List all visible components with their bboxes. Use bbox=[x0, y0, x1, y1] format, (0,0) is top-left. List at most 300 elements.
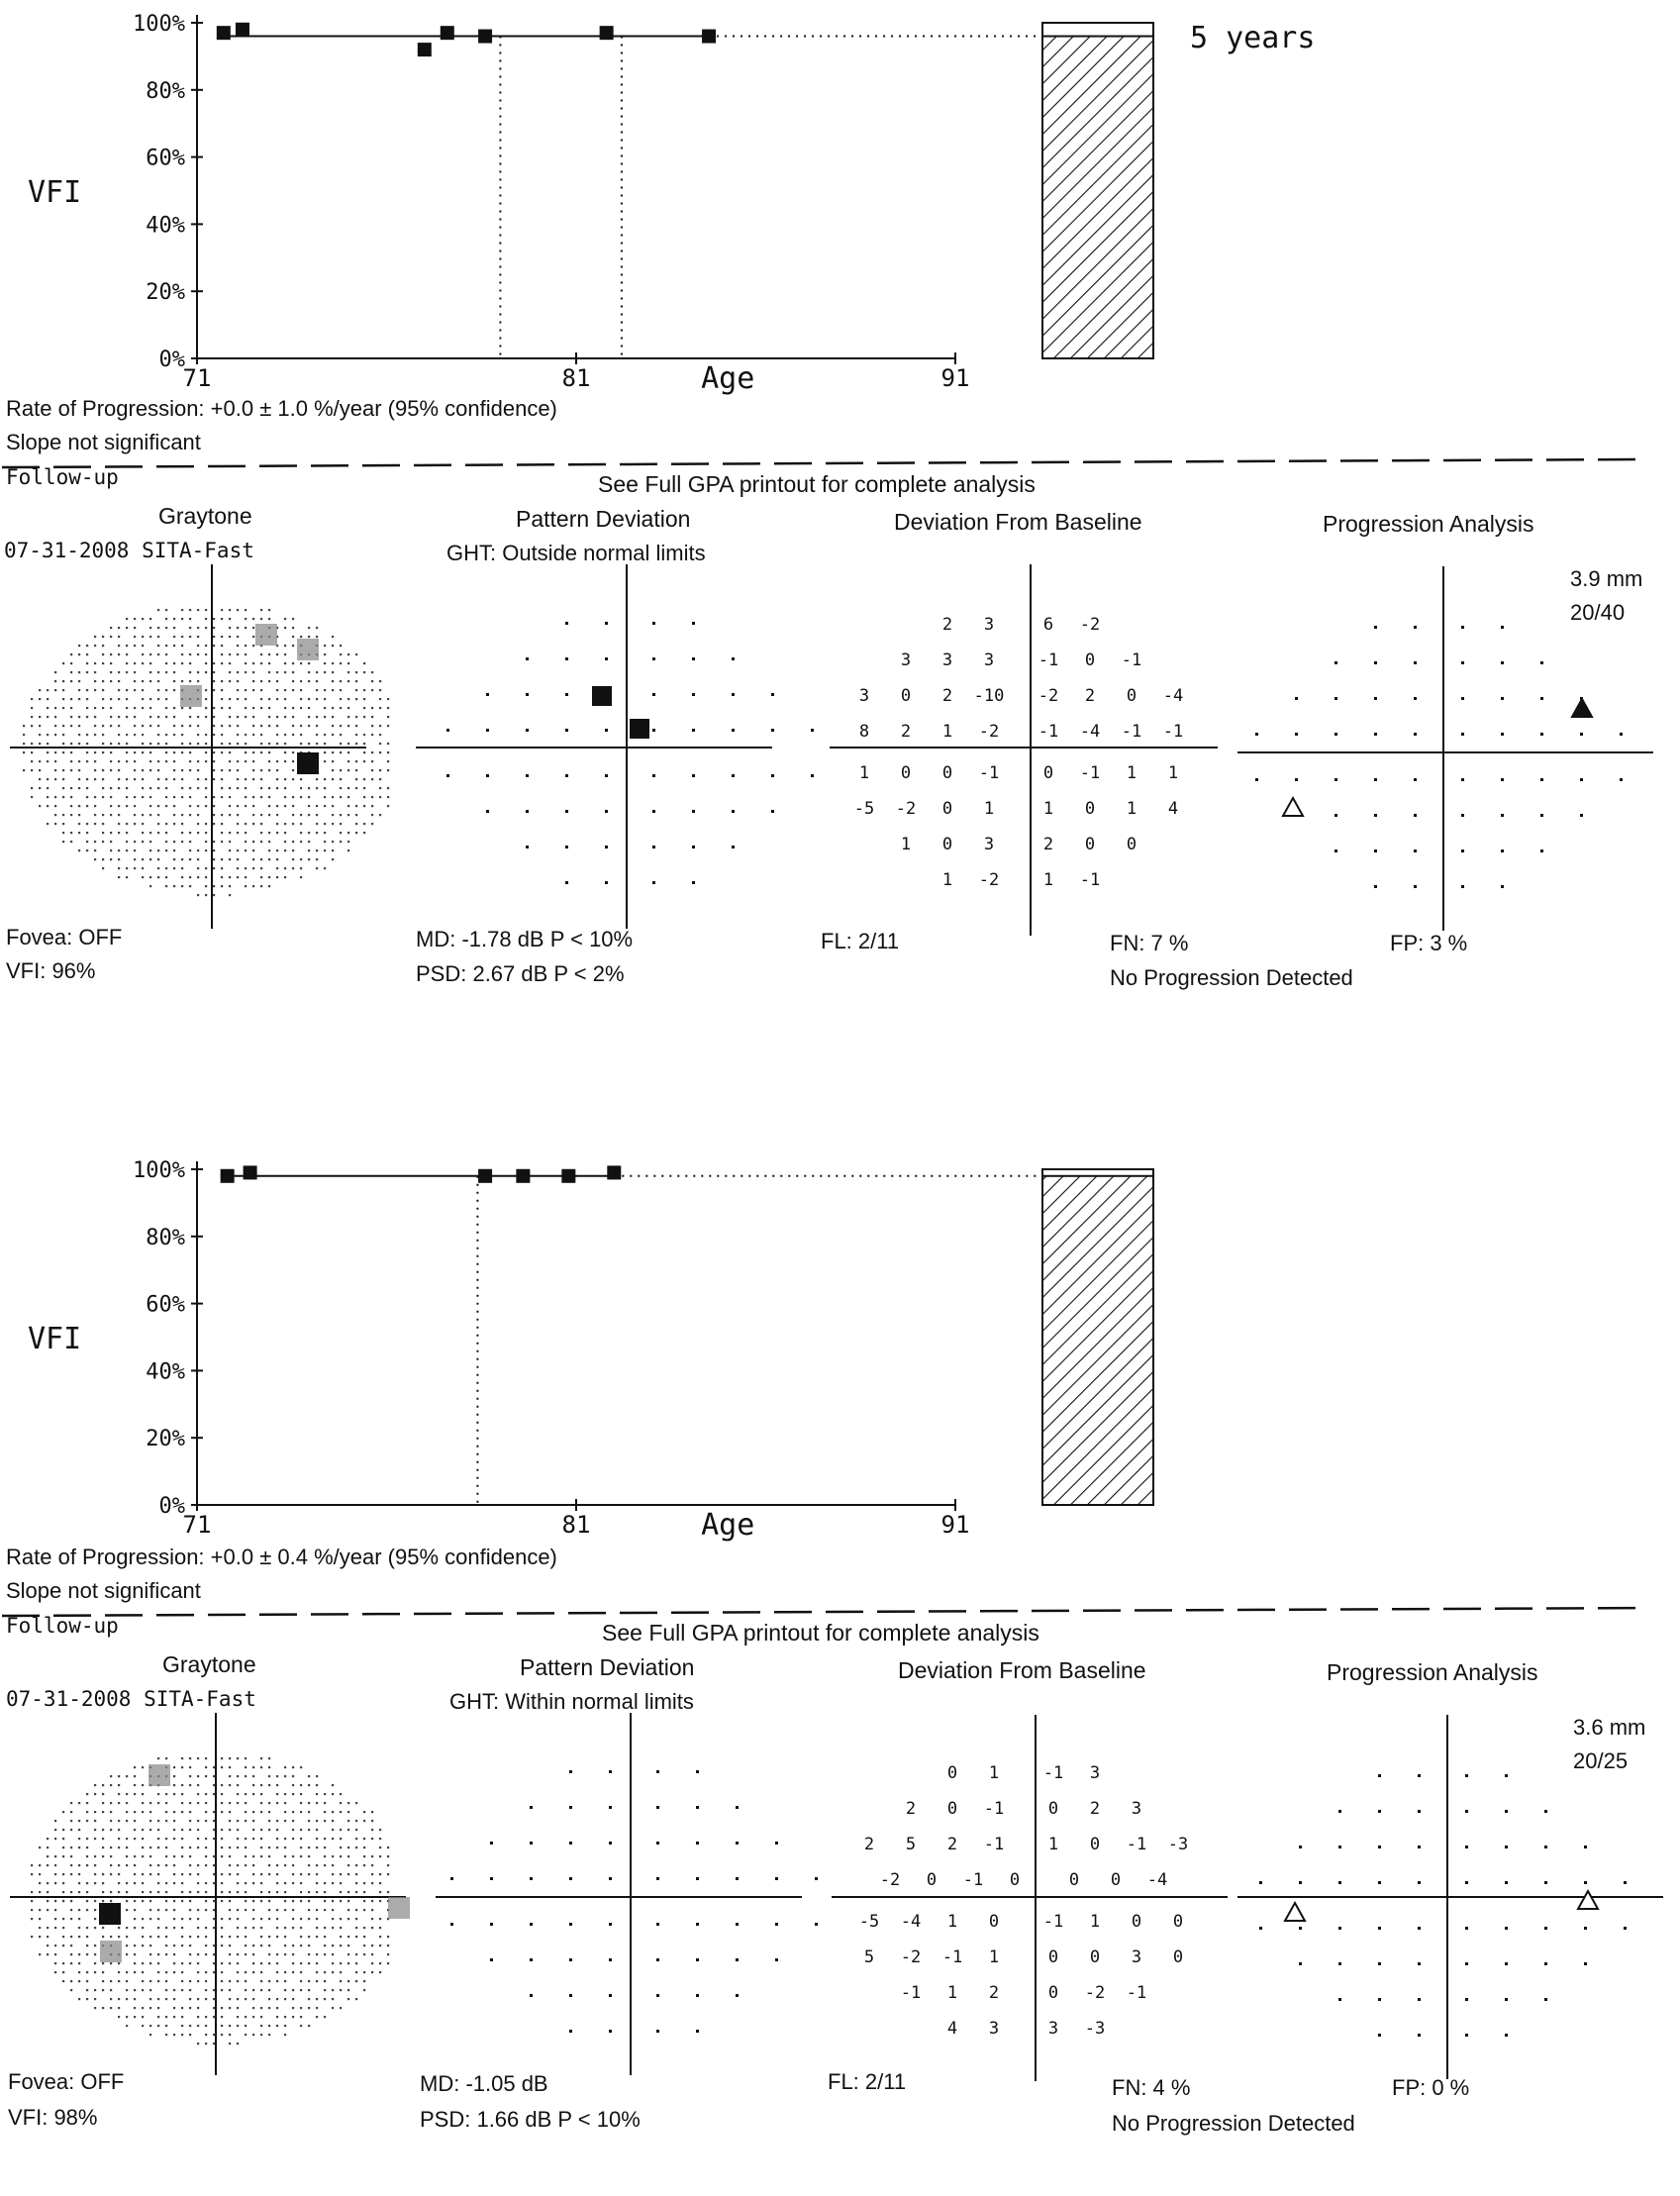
progression-symbol bbox=[1378, 1962, 1381, 1965]
graytone-dot bbox=[260, 743, 262, 745]
graytone-dot bbox=[110, 2007, 112, 2009]
graytone-dot bbox=[197, 716, 199, 718]
progression-result: No Progression Detected bbox=[1110, 965, 1353, 990]
graytone-dot bbox=[379, 1936, 381, 1938]
graytone-dot bbox=[126, 716, 128, 718]
graytone-dot bbox=[252, 2034, 254, 2036]
graytone-dot bbox=[78, 743, 80, 745]
graytone-dot bbox=[308, 2007, 310, 2009]
baseline-value: -2 bbox=[1079, 615, 1101, 635]
graytone-dot bbox=[387, 1855, 389, 1857]
graytone-dot bbox=[221, 1766, 223, 1768]
pattern-symbol bbox=[771, 810, 774, 813]
graytone-dot bbox=[126, 1838, 128, 1840]
graytone-dot bbox=[316, 1936, 318, 1938]
graytone-dot bbox=[165, 885, 167, 887]
graytone-dot bbox=[379, 1945, 381, 1946]
graytone-dot bbox=[126, 707, 128, 709]
graytone-dot bbox=[245, 885, 247, 887]
graytone-dot bbox=[173, 1811, 175, 1813]
graytone-dot bbox=[332, 1864, 334, 1866]
graytone-dot bbox=[308, 2025, 310, 2027]
pattern-symbol bbox=[696, 1770, 699, 1773]
graytone-dot bbox=[276, 1909, 278, 1911]
baseline-value: 2 bbox=[941, 615, 953, 635]
baseline-value: 3 bbox=[983, 835, 995, 854]
graytone-dot bbox=[371, 796, 373, 798]
graytone-dot bbox=[268, 787, 270, 789]
graytone-dot bbox=[324, 1838, 326, 1840]
graytone-dot bbox=[134, 671, 136, 673]
graytone-dot bbox=[363, 671, 365, 673]
progression-symbol bbox=[1334, 733, 1337, 736]
graytone-dot bbox=[300, 796, 302, 798]
filled-triangle-icon bbox=[1572, 699, 1592, 717]
progression-symbol bbox=[1414, 661, 1417, 664]
progression-symbol bbox=[1540, 697, 1543, 700]
graytone-dot bbox=[292, 2007, 294, 2009]
graytone-dot bbox=[78, 787, 80, 789]
graytone-dot bbox=[205, 1757, 207, 1759]
pattern-symbol bbox=[736, 1806, 739, 1809]
graytone-dot bbox=[379, 698, 381, 700]
pattern-symbol bbox=[696, 1958, 699, 1961]
graytone-dot bbox=[300, 1945, 302, 1946]
graytone-dot bbox=[308, 1829, 310, 1831]
graytone-dot bbox=[276, 1864, 278, 1866]
graytone-dot bbox=[340, 787, 342, 789]
graytone-dot bbox=[252, 796, 254, 798]
graytone-dot bbox=[102, 814, 104, 816]
graytone-dot bbox=[316, 1962, 318, 1964]
graytone-dot bbox=[70, 1909, 72, 1911]
graytone-dot bbox=[181, 1873, 183, 1875]
graytone-dot bbox=[252, 689, 254, 691]
graytone-dot bbox=[347, 1980, 349, 1982]
graytone-dot bbox=[62, 707, 64, 709]
graytone-dot bbox=[363, 805, 365, 807]
graytone-dot bbox=[252, 1918, 254, 1920]
baseline-value: 1 bbox=[941, 722, 953, 742]
graytone-dot bbox=[173, 805, 175, 807]
progression-symbol bbox=[1584, 1962, 1587, 1965]
baseline-value: 1 bbox=[858, 763, 870, 783]
graytone-dot bbox=[149, 760, 151, 762]
graytone-dot bbox=[292, 841, 294, 843]
graytone-dot bbox=[300, 1927, 302, 1929]
graytone-dot bbox=[173, 1793, 175, 1795]
graytone-dot bbox=[205, 885, 207, 887]
graytone-dot bbox=[284, 751, 286, 753]
graytone-dot bbox=[70, 769, 72, 771]
graytone-dot bbox=[165, 1793, 167, 1795]
graytone-dot bbox=[308, 1900, 310, 1902]
graytone-dot bbox=[134, 796, 136, 798]
graytone-dot bbox=[165, 618, 167, 620]
graytone-dot bbox=[54, 1953, 56, 1955]
graytone-dot bbox=[276, 725, 278, 727]
graytone-dot bbox=[205, 1847, 207, 1848]
graytone-dot bbox=[142, 751, 144, 753]
graytone-dot bbox=[332, 1882, 334, 1884]
graytone-dot bbox=[379, 751, 381, 753]
graytone-dot bbox=[229, 618, 231, 620]
graytone-dot bbox=[134, 1838, 136, 1840]
graytone-dot bbox=[54, 1820, 56, 1822]
graytone-dot bbox=[205, 1820, 207, 1822]
graytone-dot bbox=[229, 1936, 231, 1938]
graytone-dot bbox=[379, 680, 381, 682]
graytone-dot bbox=[292, 1971, 294, 1973]
graytone-dot bbox=[134, 1829, 136, 1831]
graytone-dot bbox=[347, 1820, 349, 1822]
graytone-dot bbox=[355, 1918, 357, 1920]
graytone-dot bbox=[189, 1864, 191, 1866]
graytone-dot bbox=[142, 680, 144, 682]
graytone-dot bbox=[142, 1811, 144, 1813]
graytone-dot bbox=[213, 1927, 215, 1929]
graytone-dot bbox=[31, 1936, 33, 1938]
graytone-dot bbox=[157, 1953, 159, 1955]
graytone-dot bbox=[134, 778, 136, 780]
pattern-symbol bbox=[530, 1806, 533, 1809]
graytone-dot bbox=[300, 832, 302, 834]
graytone-dot bbox=[260, 689, 262, 691]
graytone-dot bbox=[324, 778, 326, 780]
graytone-dot bbox=[221, 1882, 223, 1884]
graytone-dot bbox=[94, 814, 96, 816]
graytone-dot bbox=[78, 1962, 80, 1964]
graytone-dot bbox=[324, 1980, 326, 1982]
graytone-dot bbox=[142, 636, 144, 638]
graytone-dot bbox=[149, 1891, 151, 1893]
graytone-dot bbox=[102, 1882, 104, 1884]
graytone-dot bbox=[134, 618, 136, 620]
graytone-dot bbox=[284, 734, 286, 736]
graytone-dot bbox=[252, 1900, 254, 1902]
open-triangle-icon bbox=[1283, 798, 1303, 816]
baseline-value: 0 bbox=[1047, 1799, 1059, 1819]
progression-symbol bbox=[1505, 1927, 1508, 1930]
graytone-dot bbox=[189, 2007, 191, 2009]
graytone-dot bbox=[110, 1802, 112, 1804]
graytone-dot bbox=[78, 832, 80, 834]
progression-symbol bbox=[1461, 697, 1464, 700]
graytone-dot bbox=[332, 1962, 334, 1964]
graytone-dot bbox=[245, 743, 247, 745]
graytone-dot bbox=[31, 751, 33, 753]
baseline-value: 1 bbox=[1126, 799, 1137, 819]
graytone-dot bbox=[355, 1927, 357, 1929]
graytone-dot bbox=[221, 725, 223, 727]
graytone-dot bbox=[268, 2034, 270, 2036]
graytone-dot bbox=[332, 1820, 334, 1822]
graytone-dot bbox=[276, 1953, 278, 1955]
graytone-dot bbox=[379, 1855, 381, 1857]
graytone-dot bbox=[149, 1989, 151, 1991]
graytone-dot bbox=[308, 849, 310, 851]
graytone-dot bbox=[181, 876, 183, 878]
progression-symbol bbox=[1334, 697, 1337, 700]
graytone-dot bbox=[284, 841, 286, 843]
graytone-dot bbox=[260, 1971, 262, 1973]
graytone-dot bbox=[284, 876, 286, 878]
graytone-dot bbox=[197, 645, 199, 647]
pattern-symbol bbox=[490, 1923, 493, 1926]
graytone-dot bbox=[371, 1838, 373, 1840]
graytone-dot bbox=[245, 1953, 247, 1955]
graytone-dot bbox=[324, 707, 326, 709]
graytone-dot bbox=[292, 1820, 294, 1822]
graytone-dot bbox=[324, 1820, 326, 1822]
graytone-dot bbox=[181, 653, 183, 655]
graytone-dot bbox=[189, 680, 191, 682]
graytone-dot bbox=[387, 1962, 389, 1964]
graytone-dot bbox=[260, 1793, 262, 1795]
graytone-dot bbox=[110, 743, 112, 745]
graytone-dot bbox=[39, 778, 41, 780]
graytone-dot bbox=[347, 796, 349, 798]
graytone-dot bbox=[347, 1802, 349, 1804]
graytone-dot bbox=[276, 2016, 278, 2018]
graytone-dot bbox=[126, 1945, 128, 1946]
graytone-dot bbox=[245, 778, 247, 780]
pattern-symbol bbox=[652, 846, 655, 848]
graytone-dot bbox=[340, 680, 342, 682]
graytone-dot bbox=[276, 716, 278, 718]
graytone-dot bbox=[284, 1927, 286, 1929]
graytone-dot bbox=[142, 725, 144, 727]
graytone-dot bbox=[355, 1980, 357, 1982]
graytone-dot bbox=[237, 1998, 239, 2000]
graytone-dot bbox=[300, 1962, 302, 1964]
graytone-dot bbox=[23, 743, 25, 745]
graytone-dot bbox=[126, 671, 128, 673]
ght-result: GHT: Outside normal limits bbox=[446, 541, 706, 565]
graytone-dot bbox=[308, 1802, 310, 1804]
graytone-dot bbox=[324, 1971, 326, 1973]
graytone-dot bbox=[173, 1927, 175, 1929]
graytone-dot bbox=[70, 760, 72, 762]
graytone-dot bbox=[149, 885, 151, 887]
graytone-dot bbox=[213, 680, 215, 682]
progression-symbol bbox=[1414, 778, 1417, 781]
graytone-dot bbox=[31, 1918, 33, 1920]
graytone-dot bbox=[213, 1909, 215, 1911]
graytone-dot bbox=[213, 2043, 215, 2045]
graytone-dot bbox=[189, 760, 191, 762]
graytone-dot bbox=[78, 671, 80, 673]
graytone-dot bbox=[221, 814, 223, 816]
graytone-dot bbox=[237, 849, 239, 851]
graytone-dot bbox=[237, 725, 239, 727]
graytone-dot bbox=[316, 743, 318, 745]
graytone-dot bbox=[260, 707, 262, 709]
graytone-dot bbox=[142, 769, 144, 771]
graytone-dot bbox=[70, 1891, 72, 1893]
graytone-dot bbox=[300, 778, 302, 780]
graytone-dot bbox=[213, 796, 215, 798]
graytone-dot bbox=[371, 823, 373, 825]
graytone-dot bbox=[78, 698, 80, 700]
graytone-dot bbox=[347, 805, 349, 807]
graytone-dot bbox=[332, 716, 334, 718]
graytone-dot bbox=[292, 769, 294, 771]
graytone-dot bbox=[268, 1953, 270, 1955]
graytone-dot bbox=[245, 1864, 247, 1866]
graytone-dot bbox=[70, 680, 72, 682]
graytone-dot bbox=[284, 1945, 286, 1946]
graytone-dot bbox=[276, 698, 278, 700]
graytone-dot bbox=[173, 707, 175, 709]
graytone-dot bbox=[62, 680, 64, 682]
graytone-dot bbox=[284, 1900, 286, 1902]
graytone-dot bbox=[54, 734, 56, 736]
graytone-dot bbox=[213, 814, 215, 816]
graytone-dot bbox=[197, 671, 199, 673]
graytone-dot bbox=[70, 1873, 72, 1875]
graytone-dot bbox=[157, 787, 159, 789]
data-point bbox=[217, 26, 231, 40]
graytone-dot bbox=[189, 1811, 191, 1813]
graytone-dot bbox=[221, 609, 223, 611]
graytone-dot bbox=[371, 1864, 373, 1866]
progression-symbol bbox=[1418, 1881, 1421, 1884]
graytone-dot bbox=[181, 1811, 183, 1813]
graytone-dot bbox=[221, 618, 223, 620]
graytone-dot bbox=[371, 671, 373, 673]
pattern-symbol bbox=[526, 729, 529, 732]
graytone-dot bbox=[173, 1820, 175, 1822]
pattern-symbol bbox=[652, 810, 655, 813]
graytone-dot bbox=[347, 760, 349, 762]
graytone-dot bbox=[54, 716, 56, 718]
graytone-dot bbox=[23, 769, 25, 771]
graytone-dot bbox=[54, 805, 56, 807]
pattern-symbol bbox=[609, 1923, 612, 1926]
graytone-dot bbox=[363, 716, 365, 718]
graytone-dot bbox=[118, 743, 120, 745]
graytone-dot bbox=[284, 618, 286, 620]
graytone-dot bbox=[149, 1900, 151, 1902]
graytone-dot bbox=[379, 778, 381, 780]
graytone-dot bbox=[221, 680, 223, 682]
graytone-dot bbox=[252, 778, 254, 780]
graytone-dot bbox=[142, 778, 144, 780]
graytone-defect bbox=[99, 1903, 121, 1925]
graytone-dot bbox=[205, 689, 207, 691]
graytone-dot bbox=[110, 707, 112, 709]
graytone-dot bbox=[268, 716, 270, 718]
graytone-dot bbox=[308, 1784, 310, 1786]
graytone-dot bbox=[197, 814, 199, 816]
graytone-dot bbox=[221, 707, 223, 709]
graytone-dot bbox=[252, 858, 254, 860]
graytone-dot bbox=[149, 2025, 151, 2027]
graytone-dot bbox=[102, 1855, 104, 1857]
baseline-value: 1 bbox=[1042, 870, 1054, 890]
graytone-dot bbox=[205, 645, 207, 647]
graytone-dot bbox=[157, 849, 159, 851]
graytone-dot bbox=[237, 2016, 239, 2018]
graytone-dot bbox=[284, 1802, 286, 1804]
graytone-dot bbox=[387, 751, 389, 753]
graytone-dot bbox=[252, 2016, 254, 2018]
graytone-dot bbox=[332, 841, 334, 843]
graytone-dot bbox=[300, 1882, 302, 1884]
graytone-dot bbox=[142, 653, 144, 655]
x-axis-label: Age bbox=[701, 1508, 755, 1543]
graytone-dot bbox=[308, 1873, 310, 1875]
baseline-value: -2 bbox=[879, 1870, 901, 1890]
graytone-dot bbox=[86, 671, 88, 673]
graytone-dot bbox=[213, 760, 215, 762]
graytone-dot bbox=[213, 716, 215, 718]
graytone-dot bbox=[355, 778, 357, 780]
graytone-dot bbox=[205, 1927, 207, 1929]
graytone-dot bbox=[300, 1873, 302, 1875]
graytone-dot bbox=[363, 698, 365, 700]
graytone-dot bbox=[363, 1820, 365, 1822]
graytone-dot bbox=[245, 1998, 247, 2000]
graytone-dot bbox=[86, 1882, 88, 1884]
graytone-dot bbox=[292, 1998, 294, 2000]
graytone-dot bbox=[86, 760, 88, 762]
graytone-dot bbox=[252, 805, 254, 807]
graytone-dot bbox=[213, 1829, 215, 1831]
graytone-dot bbox=[213, 689, 215, 691]
graytone-dot bbox=[189, 1820, 191, 1822]
baseline-value: 3 bbox=[858, 686, 870, 706]
graytone-dot bbox=[300, 876, 302, 878]
graytone-dot bbox=[142, 796, 144, 798]
graytone-dot bbox=[292, 1864, 294, 1866]
graytone-dot bbox=[157, 725, 159, 727]
graytone-dot bbox=[173, 1989, 175, 1991]
graytone-dot bbox=[229, 1998, 231, 2000]
graytone-dot bbox=[157, 1864, 159, 1866]
graytone-dot bbox=[245, 698, 247, 700]
graytone-dot bbox=[316, 787, 318, 789]
graytone-dot bbox=[70, 1811, 72, 1813]
graytone-dot bbox=[134, 1953, 136, 1955]
pattern-standard-deviation: PSD: 1.66 dB P < 10% bbox=[420, 2107, 641, 2132]
graytone-dot bbox=[189, 1945, 191, 1946]
graytone-dot bbox=[221, 1936, 223, 1938]
graytone-dot bbox=[252, 1784, 254, 1786]
graytone-dot bbox=[245, 2025, 247, 2027]
graytone-dot bbox=[102, 1838, 104, 1840]
graytone-dot bbox=[189, 1847, 191, 1848]
graytone-dot bbox=[229, 1962, 231, 1964]
graytone-dot bbox=[142, 645, 144, 647]
progression-analysis-header: Progression Analysis bbox=[1327, 1659, 1538, 1685]
graytone-dot bbox=[245, 1882, 247, 1884]
graytone-dot bbox=[300, 1989, 302, 1991]
graytone-dot bbox=[142, 1829, 144, 1831]
graytone-dot bbox=[316, 1980, 318, 1982]
graytone-dot bbox=[324, 1998, 326, 2000]
graytone-dot bbox=[213, 858, 215, 860]
graytone-dot bbox=[189, 1829, 191, 1831]
graytone-dot bbox=[229, 849, 231, 851]
graytone-dot bbox=[118, 734, 120, 736]
graytone-dot bbox=[47, 1927, 49, 1929]
graytone-dot bbox=[181, 885, 183, 887]
graytone-dot bbox=[308, 680, 310, 682]
x-tick-label: 91 bbox=[940, 1511, 970, 1539]
graytone-dot bbox=[221, 1757, 223, 1759]
